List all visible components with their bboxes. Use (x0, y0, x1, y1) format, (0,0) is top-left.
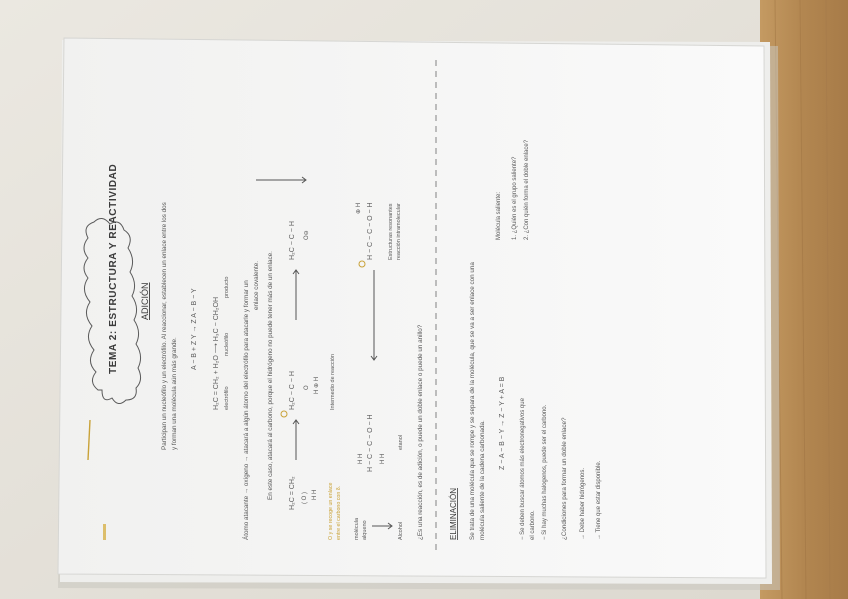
svg-text:O: O (304, 385, 310, 390)
section-heading-eliminacion: ELIMINACIÓN (449, 487, 458, 540)
label-intermedio: Intermedio de reacción (330, 354, 336, 410)
label-estructuras: Estructuras resonantes (388, 203, 394, 260)
adicion-intro-line1: Participan un nucleófilo y un electrófilo. Al reaccionar, establecen un enlace entre los dos (161, 202, 168, 450)
svg-text:⊕ H: ⊕ H (356, 202, 362, 214)
svg-text:H ⊕ H: H ⊕ H (314, 376, 320, 394)
label-molecula: molécula (354, 517, 360, 540)
svg-text:H H: H H (358, 453, 364, 464)
resonance-sketch: H − C − C − O − H (367, 202, 374, 260)
section-heading-adicion: ADICIÓN (140, 282, 150, 320)
highlighter-mark (103, 524, 106, 540)
eliminacion-note-title: Molécula saliente: (496, 191, 502, 240)
ethanol-sketch: H − C − C − O − H (367, 414, 374, 472)
label-nucleofilo: nucleófilo (224, 332, 230, 356)
eliminacion-bullet1b: el carbono. (530, 510, 536, 540)
adicion-question: ¿Es una reacción, es de adición, o puede un doble enlace o puede un anillo? (417, 324, 424, 540)
side-note-2: entre el carbono con δ. (336, 485, 342, 540)
adicion-equation: A − B + Z Y → Z A − B − Y (191, 288, 198, 370)
label-alcohol: Alcohol (398, 521, 404, 540)
svg-text:( O ): ( O ) (302, 492, 308, 504)
eliminacion-bullet2: − Si hay muchas halogenos, puede ser el carbono. (542, 404, 548, 540)
mechanism-line1: Átomo atacante → oxígeno → atacará a algún átomo del electrófilo para atacarle y formar un (243, 280, 250, 540)
adicion-example-equation: H₂C = CH₂ + H₂O ⟶ H₃C − CH₂OH (213, 296, 220, 410)
eliminacion-line1: Se trata de una molécula que se rompe y se separa de la molécula, que se va a ser enlace con una (469, 262, 476, 540)
eliminacion-q1: 1. ¿Quién es el grupo saliente? (512, 156, 518, 240)
label-reaccion-intra: reacción intramolecular (396, 203, 402, 260)
label-electrofilo: electrófilo (224, 386, 230, 410)
eliminacion-q2: 2. ¿Con quién forma el doble enlace? (524, 139, 530, 240)
reactant-sketch: H₂C = CH₂ (289, 476, 296, 510)
svg-text:H H: H H (312, 489, 318, 500)
eliminacion-bullet1: − Se deben buscar átomos más electronegativos que (520, 398, 526, 540)
label-producto: producto (224, 276, 230, 298)
eliminacion-line2: molécula saliente de la cadena carbonada. (479, 420, 486, 540)
mechanism-line2: enlace covalente. (253, 260, 260, 310)
side-note-1: O y se recoge un enlace (328, 482, 334, 540)
eliminacion-cond1: → Debe haber hidrógenos. (580, 467, 586, 540)
eliminacion-equation: Z − A − B − Y → Z − Y + A = B (499, 376, 506, 470)
product-sketch: H₂C − C − H (289, 221, 296, 260)
svg-text:O⊖: O⊖ (304, 230, 310, 240)
intermediate-sketch: H₂C − C − H (289, 371, 296, 410)
eliminacion-conditions: ¿Condiciones para formar un doble enlace? (561, 417, 568, 540)
adicion-intro-line2: y forman una molécula aún más grande. (171, 337, 178, 450)
label-etanol: etanol (398, 435, 404, 450)
mechanism-line3: En este caso, atacará al carbono, porque el hidrógeno no puede tener más de un enlace. (267, 251, 274, 500)
page-title: TEMA 2: ESTRUCTURA Y REACTIVIDAD (108, 163, 119, 374)
svg-text:H H: H H (380, 453, 386, 464)
label-alqueno: alqueno (362, 520, 368, 540)
eliminacion-cond2: → Tiene que estar disponible. (596, 460, 602, 540)
